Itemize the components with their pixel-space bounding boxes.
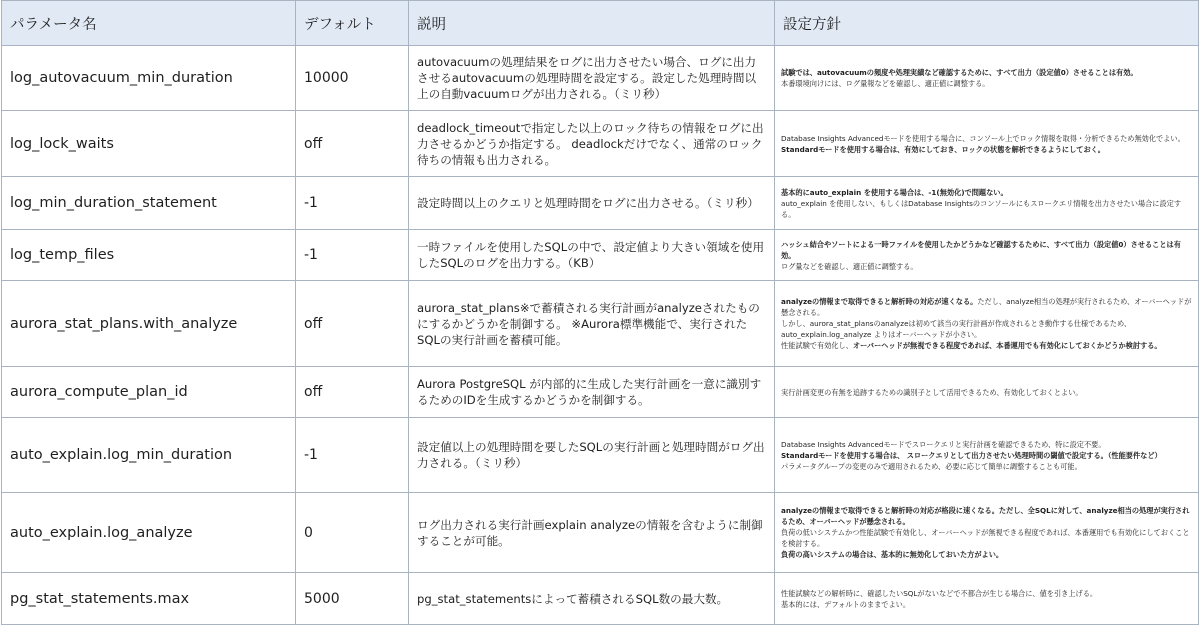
- policy-bold-text: 基本的にauto_explain を使用する場合は、-1(無効化)で問題ない。: [781, 187, 1008, 197]
- policy-line: [781, 318, 1192, 340]
- description-cell: pg_stat_statementsによって蓄積されるSQL数の最大数。: [409, 573, 775, 625]
- policy-line: [781, 527, 1192, 549]
- description-cell: ログ出力される実行計画explain analyzeの情報を含むように制御することが可能。: [409, 493, 775, 573]
- parameter-name-cell: aurora_compute_plan_id: [2, 367, 296, 418]
- policy-text: Database Insights Advancedモードでスロークエリと実行計画を確認できるため、特に設定不要。: [781, 439, 1106, 449]
- policy-bold-text: analyzeの情報まで取得できると解析時の対応が格段に速くなる。ただし、全SQLに対して、analyze相当の処理が実行されるため、オーバーヘッドが懸念される。: [781, 506, 1190, 526]
- policy-bold-text: 負荷の高いシステムの場合は、基本的に無効化しておいた方がよい。: [781, 550, 1004, 559]
- policy-line: [781, 67, 1192, 78]
- header-default: デフォルト: [296, 1, 409, 46]
- policy-bold-text: Standardモードを使用する場合は、有効にしておき、ロックの状態を解析できるようにしておく。: [781, 144, 1105, 154]
- header-description: 説明: [409, 1, 775, 46]
- parameter-name-cell: aurora_stat_plans.with_analyze: [2, 281, 296, 367]
- policy-line: [781, 261, 1192, 272]
- policy-line: [781, 144, 1192, 155]
- parameter-name-cell: log_temp_files: [2, 230, 296, 281]
- policy-text: ただし、analyze相当の処理が実行されるため、オーバーヘッドが懸念される。: [781, 297, 1192, 317]
- policy-cell: [775, 493, 1199, 573]
- table-row: [2, 46, 1199, 111]
- policy-line: [781, 187, 1192, 198]
- policy-line: [781, 387, 1192, 398]
- description-cell: deadlock_timeoutで指定した以上のロック待ちの情報をログに出力させるかどうか指定する。 deadlockだけでなく、通常のロック待ちの情報も出力される。: [409, 111, 775, 177]
- table-row: [2, 177, 1199, 230]
- policy-line: [781, 198, 1192, 220]
- description-cell: autovacuumの処理結果をログに出力させたい場合、ログに出力させるautovacuumの処理時間を設定する。設定した処理時間以上の自動vacuumログが出力される。（ミリ秒）: [409, 46, 775, 111]
- policy-line: [781, 588, 1192, 599]
- policy-bold-text: 試験では、autovacuumの頻度や処理実績など確認するために、すべて出力（設定値0）させることは有効。: [781, 68, 1138, 77]
- default-value-cell: 5000: [296, 573, 409, 625]
- policy-text: 負荷の低いシステムかつ性能試験で有効化し、オーバーヘッドが無視できる程度であれば、本番運用でも有効化にしておくことを検討する。: [781, 528, 1190, 548]
- header-policy: 設定方針: [775, 1, 1199, 46]
- description-cell: 設定時間以上のクエリと処理時間をログに出力させる。（ミリ秒）: [409, 177, 775, 230]
- policy-line: [781, 450, 1192, 461]
- parameter-name-cell: log_autovacuum_min_duration: [2, 46, 296, 111]
- description-cell: Aurora PostgreSQL が内部的に生成した実行計画を一意に識別するためのIDを生成するかどうかを制御する。: [409, 367, 775, 418]
- parameter-name-cell: log_lock_waits: [2, 111, 296, 177]
- policy-cell: [775, 46, 1199, 111]
- parameter-name-cell: auto_explain.log_analyze: [2, 493, 296, 573]
- default-value-cell: -1: [296, 418, 409, 493]
- policy-text: 本番環境向けには、ログ量報などを確認し、適正値に調整する。: [781, 79, 990, 88]
- policy-line: [781, 549, 1192, 560]
- description-cell: 設定値以上の処理時間を要したSQLの実行計画と処理時間がログ出力される。（ミリ秒）: [409, 418, 775, 493]
- policy-line: [781, 239, 1192, 261]
- table-row: [2, 111, 1199, 177]
- parameter-table: [1, 0, 1199, 625]
- table-row: [2, 367, 1199, 418]
- policy-cell: [775, 418, 1199, 493]
- table-row: [2, 493, 1199, 573]
- parameter-name-cell: auto_explain.log_min_duration: [2, 418, 296, 493]
- policy-line: [781, 78, 1192, 89]
- parameter-name-cell: pg_stat_statements.max: [2, 573, 296, 625]
- default-value-cell: off: [296, 111, 409, 177]
- default-value-cell: -1: [296, 177, 409, 230]
- policy-cell: [775, 111, 1199, 177]
- table-row: [2, 281, 1199, 367]
- parameter-name-cell: log_min_duration_statement: [2, 177, 296, 230]
- policy-text: しかし、aurora_stat_plansのanalyzeは初めて該当の実行計画が作成されるとき動作する仕様であるため、auto_explain.log_analyze よりはオーバーヘッドが小さい。: [781, 319, 1132, 339]
- policy-bold-text: analyzeの情報まで取得できると解析時の対応が速くなる。: [781, 297, 978, 306]
- policy-bold-text: Standardモードを使用する場合は、 スロークエリとして出力させたい処理時間の閾値で設定する。（性能要件など）: [781, 450, 1162, 460]
- policy-line: [781, 461, 1192, 472]
- policy-line: [781, 599, 1192, 610]
- policy-text: 実行計画変更の有無を追跡するための識別子として活用できるため、有効化しておくとよい。: [781, 387, 1083, 397]
- default-value-cell: -1: [296, 230, 409, 281]
- header-parameter-name: パラメータ名: [2, 1, 296, 46]
- policy-text: ログ量などを確認し、適正値に調整する。: [781, 261, 918, 271]
- policy-cell: [775, 230, 1199, 281]
- table-row: [2, 418, 1199, 493]
- policy-cell: [775, 281, 1199, 367]
- description-cell: 一時ファイルを使用したSQLの中で、設定値より大きい領域を使用したSQLのログを出力する。（KB）: [409, 230, 775, 281]
- policy-bold-text: オーバーヘッドが無視できる程度であれば、本番運用でも有効化にしておくかどうか検討する。: [852, 341, 1162, 350]
- default-value-cell: 0: [296, 493, 409, 573]
- default-value-cell: off: [296, 281, 409, 367]
- policy-text: 性能試験で有効化し、: [781, 341, 853, 350]
- policy-text: 基本的には、デフォルトのままでよい。: [781, 599, 911, 609]
- policy-bold-text: ハッシュ結合やソートによる一時ファイルを使用したかどうかなど確認するために、すべて出力（設定値0）させることは有効。: [781, 239, 1181, 260]
- policy-text: auto_explain を使用しない、もしくはDatabase Insightsのコンソールにもスロークエリ情報を出力させたい場合に設定する。: [781, 198, 1182, 219]
- policy-cell: [775, 177, 1199, 230]
- default-value-cell: 10000: [296, 46, 409, 111]
- policy-line: [781, 439, 1192, 450]
- policy-cell: [775, 573, 1199, 625]
- policy-line: [781, 296, 1192, 318]
- header-row: [2, 1, 1199, 46]
- policy-cell: [775, 367, 1199, 418]
- policy-line: [781, 505, 1192, 527]
- policy-text: 性能試験などの解析時に、確認したいSQLがないなどで不都合が生じる場合に、値を引き上げる。: [781, 588, 1098, 598]
- policy-text: パラメータグループの変更のみで適用されるため、必要に応じて簡単に調整することも可能。: [781, 461, 1082, 471]
- description-cell: aurora_stat_plans※で蓄積される実行計画がanalyzeされたものにするかどうかを制御する。 ※Aurora標準機能で、実行されたSQLの実行計画を蓄積可能。: [409, 281, 775, 367]
- table-row: [2, 230, 1199, 281]
- default-value-cell: off: [296, 367, 409, 418]
- table-row: [2, 573, 1199, 625]
- policy-line: [781, 133, 1192, 144]
- policy-text: Database Insights Advancedモードを使用する場合に、コンソール上でロック情報を取得・分析できるため無効化でよい。: [781, 133, 1185, 143]
- policy-line: [781, 340, 1192, 351]
